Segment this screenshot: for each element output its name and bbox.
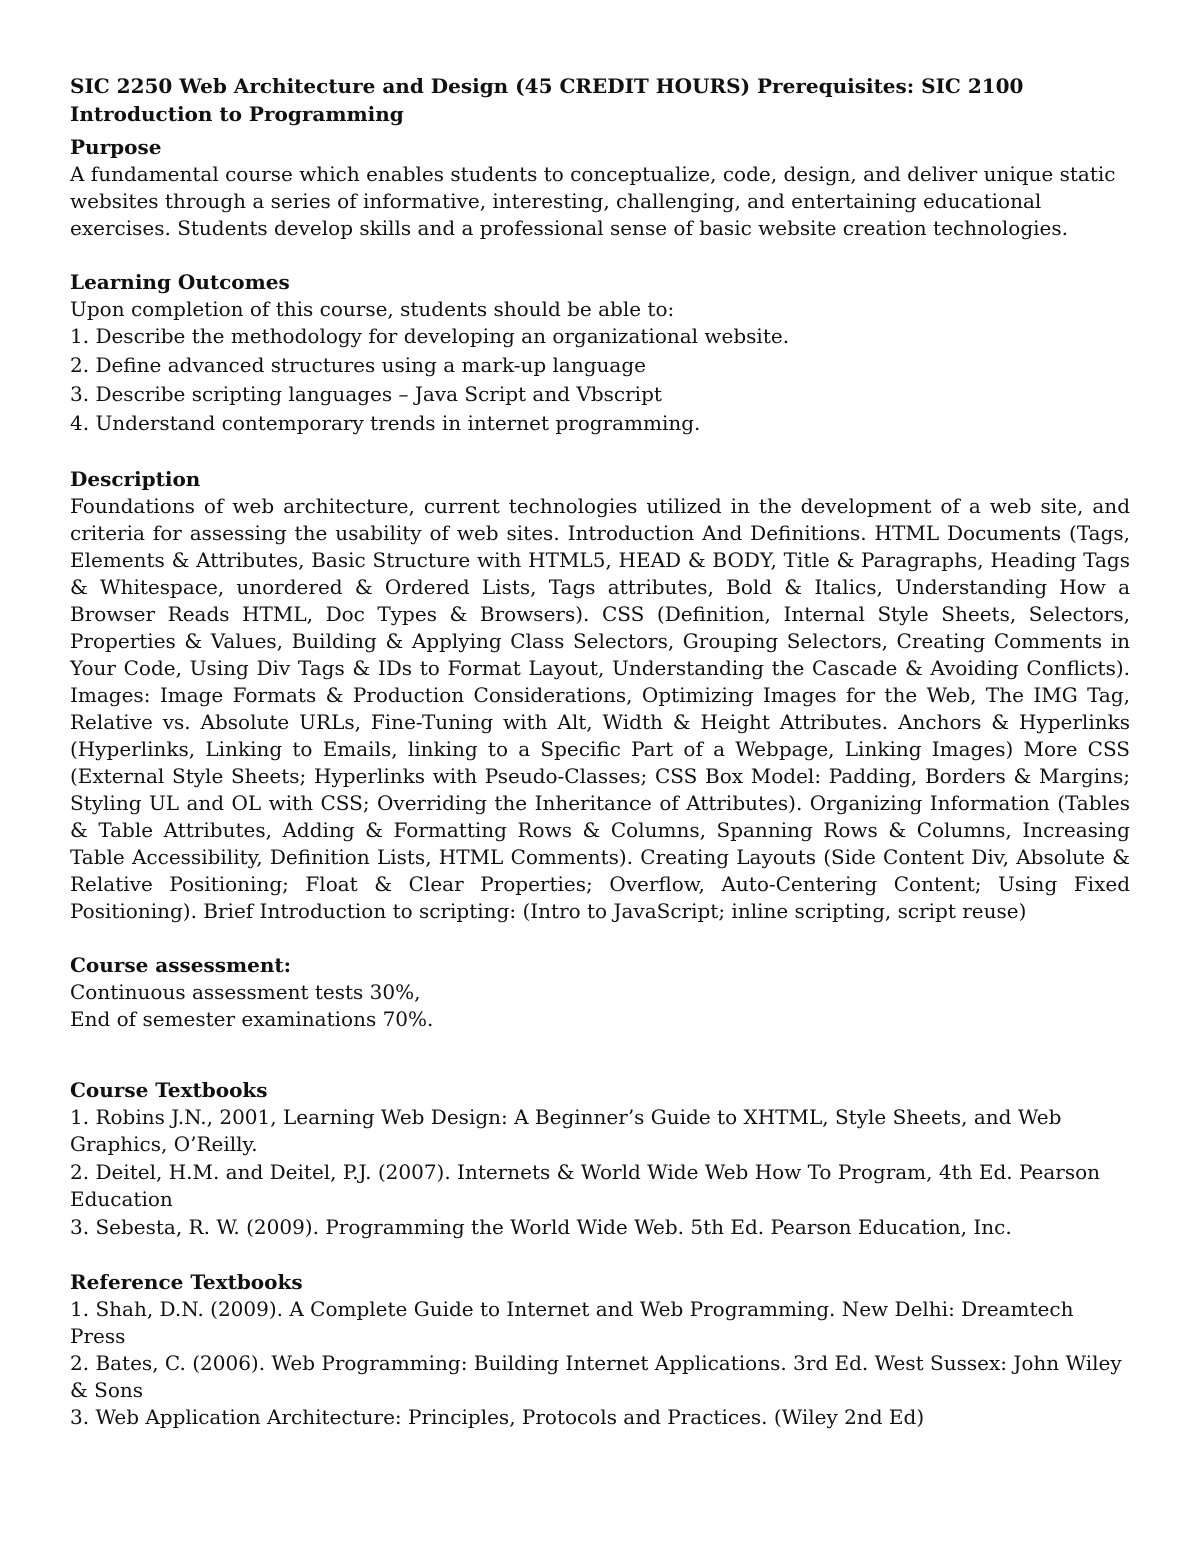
- course-title: SIC 2250 Web Architecture and Design (45 CREDIT HOURS) Prerequisites: SIC 2100 Introduction to Programming: [70, 74, 1024, 126]
- description-heading: Description: [70, 467, 201, 491]
- course-textbooks-section: [70, 1077, 1130, 1241]
- purpose-heading: Purpose: [70, 135, 162, 159]
- assessment-heading: Course assessment:: [70, 953, 292, 977]
- description-section: [70, 466, 1130, 925]
- learning-outcomes-intro: Upon completion of this course, students should be able to:: [70, 297, 675, 321]
- list-item: 2. Bates, C. (2006). Web Programming: Building Internet Applications. 3rd Ed. West Sussex: John Wiley & Sons: [70, 1351, 1122, 1402]
- assessment-line: End of semester examinations 70%.: [70, 1007, 434, 1031]
- reference-textbooks-list: [70, 1296, 1130, 1431]
- course-textbooks-heading: Course Textbooks: [70, 1078, 268, 1102]
- list-item: 2. Deitel, H.M. and Deitel, P.J. (2007). Internets & World Wide Web How To Program, 4th Ed. Pearson Education: [70, 1160, 1101, 1211]
- list-item: 3. Sebesta, R. W. (2009). Programming the World Wide Web. 5th Ed. Pearson Education, Inc.: [70, 1215, 1012, 1239]
- list-item: 3. Describe scripting languages – Java Script and Vbscript: [70, 382, 662, 406]
- learning-outcomes-heading: Learning Outcomes: [70, 270, 290, 294]
- assessment-line: Continuous assessment tests 30%,: [70, 980, 421, 1004]
- purpose-section: [70, 134, 1130, 242]
- assessment-section: [70, 952, 1130, 1033]
- learning-outcomes-section: [70, 269, 1130, 437]
- list-item: 1. Shah, D.N. (2009). A Complete Guide to Internet and Web Programming. New Delhi: Dreamtech Press: [70, 1297, 1074, 1348]
- description-text: Foundations of web architecture, current technologies utilized in the development of a web site, and criteria for assessing the usability of web sites. Introduction And Definitions. HTML Documents (Tags, Elements & Attributes, Basic Structure with HTML5, HEAD & BODY, Title & Paragraphs, Heading Tags & Whitespace, unordered & Ordered Lists, Tags attributes, Bold & Italics, Understanding How a Browser Reads HTML, Doc Types & Browsers). CSS (Definition, Internal Style Sheets, Selectors, Properties & Values, Building & Applying Class Selectors, Grouping Selectors, Creating Comments in Your Code, Using Div Tags & IDs to Format Layout, Understanding the Cascade & Avoiding Conflicts). Images: Image Formats & Production Considerations, Optimizing Images for the Web, The IMG Tag, Relative vs. Absolute URLs, Fine-Tuning with Alt, Width & Height Attributes. Anchors & Hyperlinks (Hyperlinks, Linking to Emails, linking to a Specific Part of a Webpage, Linking Images) More CSS (External Style Sheets; Hyperlinks with Pseudo-Classes; CSS Box Model: Padding, Borders & Margins; Styling UL and OL with CSS; Overriding the Inheritance of Attributes). Organizing Information (Tables & Table Attributes, Adding & Formatting Rows & Columns, Spanning Rows & Columns, Increasing Table Accessibility, Definition Lists, HTML Comments). Creating Layouts (Side Content Div, Absolute & Relative Positioning; Float & Clear Properties; Overflow, Auto-Centering Content; Using Fixed Positioning). Brief Introduction to scripting: (Intro to JavaScript; inline scripting, script reuse): [70, 494, 1130, 923]
- list-item: 4. Understand contemporary trends in internet programming.: [70, 411, 701, 435]
- list-item: 3. Web Application Architecture: Principles, Protocols and Practices. (Wiley 2nd Ed): [70, 1405, 925, 1429]
- list-item: 1. Robins J.N., 2001, Learning Web Design: A Beginner’s Guide to XHTML, Style Sheets, and Web Graphics, O’Reilly.: [70, 1105, 1062, 1156]
- list-item: 1. Describe the methodology for developing an organizational website.: [70, 324, 790, 348]
- reference-textbooks-section: [70, 1269, 1130, 1431]
- reference-textbooks-heading: Reference Textbooks: [70, 1270, 303, 1294]
- list-item: 2. Define advanced structures using a mark-up language: [70, 353, 646, 377]
- course-textbooks-list: [70, 1104, 1130, 1241]
- purpose-text: A fundamental course which enables students to conceptualize, code, design, and deliver unique static websites through a series of informative, interesting, challenging, and entertaining educational exercises. Students develop skills and a professional sense of basic website creation technologies.: [70, 162, 1116, 240]
- learning-outcomes-list: [70, 323, 1130, 437]
- document-page: [70, 72, 1130, 1431]
